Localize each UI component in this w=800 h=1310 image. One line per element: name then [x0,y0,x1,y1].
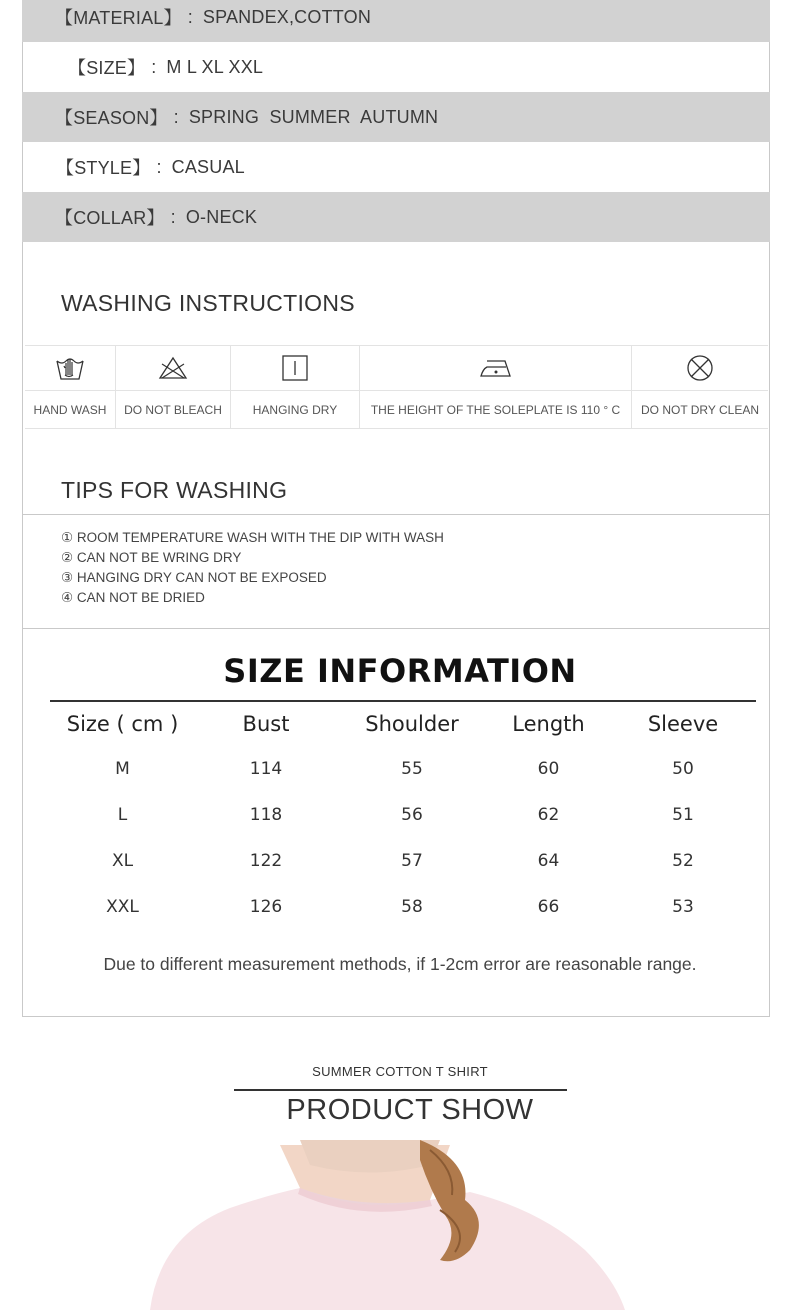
size-cell: 64 [537,851,560,871]
product-show-rule [234,1089,567,1091]
size-cell: 51 [672,805,694,825]
size-information-title: SIZE INFORMATION [223,652,577,690]
size-cell: M [115,759,130,779]
tip-item: ① ROOM TEMPERATURE WASH WITH THE DIP WITH WASH [61,530,444,545]
tips-title: TIPS FOR WASHING [61,477,288,503]
divider [22,628,770,629]
size-cell: XL [111,851,134,871]
spec-row-collar [22,192,770,242]
size-header-cell: Length [512,712,585,736]
size-table-header [50,702,756,746]
product-show-title: PRODUCT SHOW [286,1094,534,1126]
size-cell: 62 [537,805,560,825]
size-cell: 122 [249,851,283,871]
spec-value: O-NECK [185,206,258,227]
size-cell: 52 [672,851,694,871]
measurement-note: Due to different measurement methods, if 1-2cm error are reasonable range. [103,954,697,974]
size-cell: 50 [672,759,694,779]
do-not-bleach-icon [116,346,230,391]
table-row [50,792,756,838]
size-cell: 56 [401,805,423,825]
wash-cell-iron [360,346,632,428]
size-cell: 126 [249,897,283,917]
spec-key: 【COLLAR】 [55,208,165,228]
size-cell: 118 [249,805,283,825]
washing-instructions-title: WASHING INSTRUCTIONS [61,290,355,316]
divider [22,1016,770,1017]
spec-row-size [22,42,770,92]
wash-label: DO NOT DRY CLEAN [640,403,760,417]
size-header-cell: Sleeve [647,712,719,736]
size-cell: XXL [106,897,139,917]
wash-cell-hand-wash [25,346,116,428]
spec-key: 【STYLE】 [56,158,151,178]
tip-item: ③ HANGING DRY CAN NOT BE EXPOSED [61,570,327,585]
size-header-cell: Bust [242,712,290,736]
spec-separator: : [173,106,179,127]
divider [22,514,770,515]
tip-item: ② CAN NOT BE WRING DRY [61,550,242,565]
size-cell: 114 [249,759,283,779]
tip-item: ④ CAN NOT BE DRIED [61,590,205,605]
spec-row-material [22,0,770,42]
size-cell: 53 [672,897,694,917]
wash-label: HANGING DRY [252,403,338,417]
size-table [50,702,756,930]
size-cell: 57 [401,851,423,871]
hanging-dry-icon [231,346,359,391]
size-header-cell: Size ( cm ) [66,712,179,736]
size-header-cell: Shoulder [365,712,459,736]
spec-row-season [22,92,770,142]
spec-value: SPANDEX,COTTON [202,6,372,27]
spec-key: 【MATERIAL】 [55,8,182,28]
wash-cell-hanging-dry [231,346,360,428]
table-row [50,838,756,884]
tips-list [61,528,444,608]
hand-wash-icon [25,346,115,391]
wash-label: HAND WASH [33,403,107,417]
iron-icon [360,346,631,391]
spec-value: SPRING SUMMER AUTUMN [188,106,439,127]
table-row [50,884,756,930]
spec-row-style [22,142,770,192]
washing-icons-table [25,345,768,429]
wash-label: THE HEIGHT OF THE SOLEPLATE IS 110 ° C [370,403,621,417]
spec-separator: : [170,206,176,227]
spec-separator: : [187,6,193,27]
wash-label: DO NOT BLEACH [124,403,222,417]
size-cell: L [117,805,128,825]
table-row [50,746,756,792]
size-cell: 55 [401,759,423,779]
wash-cell-do-not-bleach [116,346,231,428]
product-photo [0,1140,800,1310]
spec-value: CASUAL [171,156,245,177]
size-cell: 66 [537,897,560,917]
spec-key: 【SIZE】 [68,58,146,78]
product-show-subtitle: SUMMER COTTON T SHIRT [312,1064,488,1079]
size-cell: 60 [537,759,560,779]
spec-separator: : [151,56,157,77]
spec-separator: : [156,156,162,177]
do-not-dry-clean-icon [632,346,768,391]
spec-value: M L XL XXL [166,56,264,77]
size-cell: 58 [401,897,423,917]
wash-cell-do-not-dry-clean [632,346,768,428]
spec-key: 【SEASON】 [55,108,168,128]
